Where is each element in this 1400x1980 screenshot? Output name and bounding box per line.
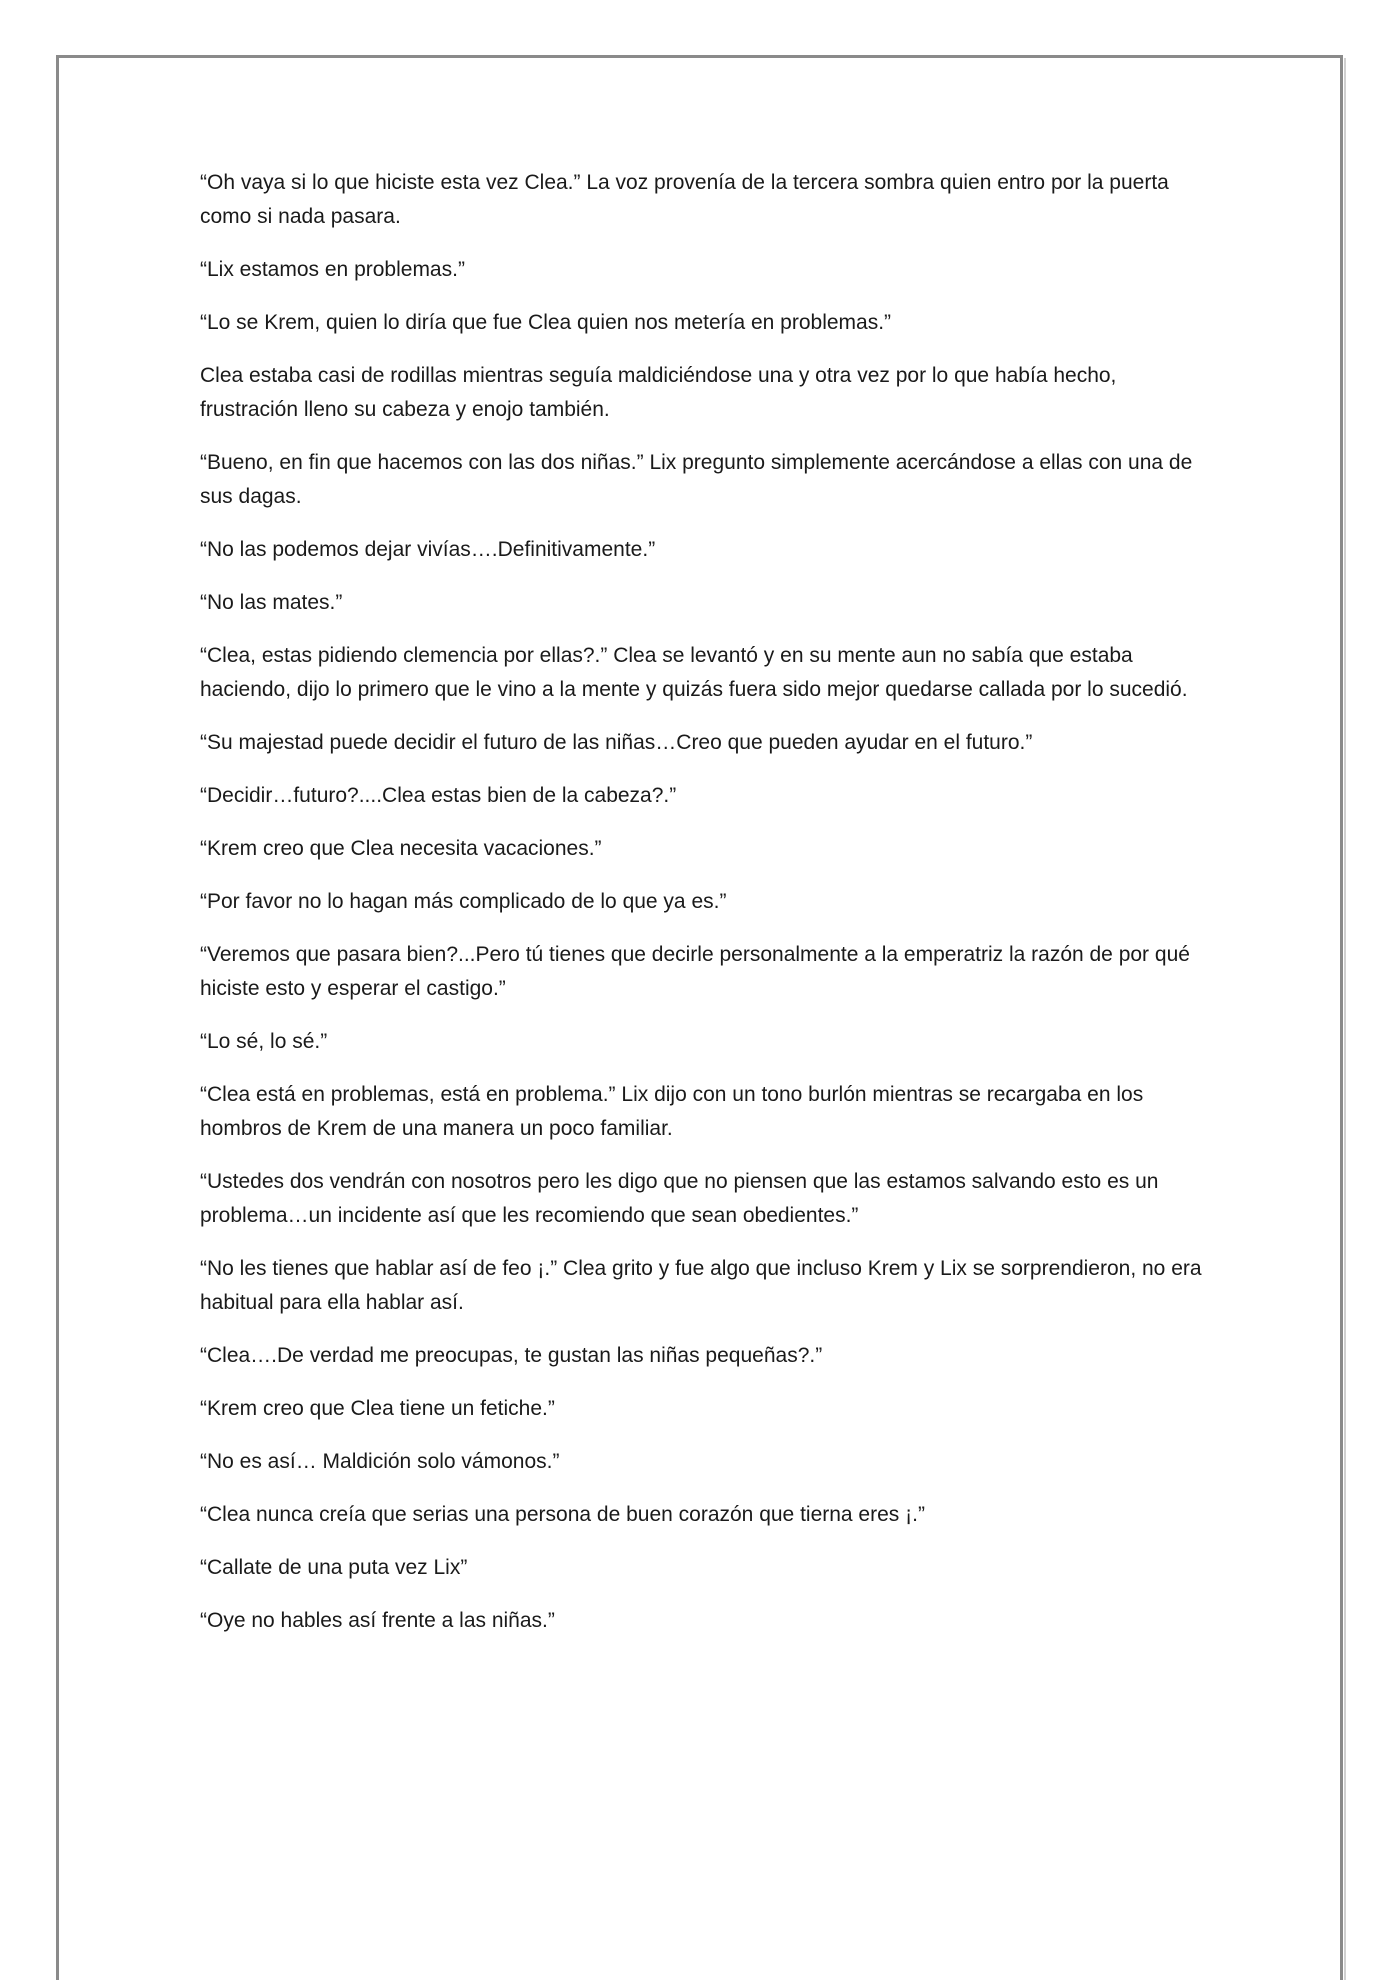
paragraph: “Veremos que pasara bien?...Pero tú tienes que decirle personalmente a la emperatriz la razón de por qué hiciste esto y esperar el castigo.” [200, 943, 1190, 1000]
paragraph: “No les tienes que hablar así de feo ¡.” Clea grito y fue algo que incluso Krem y Lix se sorprendieron, no era habitual para ella hablar así. [200, 1257, 1202, 1314]
paragraph: “Clea, estas pidiendo clemencia por ellas?.” Clea se levantó y en su mente aun no sabía que estaba haciendo, dijo lo primero que le vino a la mente y quizás fuera sido mejor quedarse callada por lo sucedió. [200, 644, 1188, 701]
paragraph: “Clea nunca creía que serias una persona de buen corazón que tierna eres ¡.” [200, 1503, 925, 1526]
paragraph: “Bueno, en fin que hacemos con las dos niñas.” Lix pregunto simplemente acercándose a ellas con una de sus dagas. [200, 451, 1193, 508]
document-body [200, 166, 1205, 1657]
paragraph: “Krem creo que Clea tiene un fetiche.” [200, 1397, 555, 1420]
paragraph: “Oh vaya si lo que hiciste esta vez Clea.” La voz provenía de la tercera sombra quien entro por la puerta como si nada pasara. [200, 171, 1169, 228]
paragraph: “Clea está en problemas, está en problema.” Lix dijo con un tono burlón mientras se recargaba en los hombros de Krem de una manera un poco familiar. [200, 1083, 1144, 1140]
paragraph: “Lix estamos en problemas.” [200, 258, 465, 281]
paragraph: “Lo se Krem, quien lo diría que fue Clea quien nos metería en problemas.” [200, 311, 892, 334]
paragraph: Clea estaba casi de rodillas mientras seguía maldiciéndose una y otra vez por lo que había hecho, frustración lleno su cabeza y enojo también. [200, 364, 1117, 421]
paragraph: “Oye no hables así frente a las niñas.” [200, 1609, 555, 1632]
paragraph: “Ustedes dos vendrán con nosotros pero les digo que no piensen que las estamos salvando esto es un problema…un incidente así que les recomiendo que sean obedientes.” [200, 1170, 1159, 1227]
paragraph: “Decidir…futuro?....Clea estas bien de la cabeza?.” [200, 784, 677, 807]
paragraph: “Su majestad puede decidir el futuro de las niñas…Creo que pueden ayudar en el futuro.” [200, 731, 1033, 754]
paragraph: “No las podemos dejar vivías….Definitivamente.” [200, 538, 656, 561]
paragraph: “Por favor no lo hagan más complicado de lo que ya es.” [200, 890, 727, 913]
paragraph: “Callate de una puta vez Lix” [200, 1556, 468, 1579]
paragraph: “Clea….De verdad me preocupas, te gustan las niñas pequeñas?.” [200, 1344, 823, 1367]
paragraph: “No las mates.” [200, 591, 343, 614]
paragraph: “No es así… Maldición solo vámonos.” [200, 1450, 560, 1473]
paragraph: “Lo sé, lo sé.” [200, 1030, 328, 1053]
paragraph: “Krem creo que Clea necesita vacaciones.” [200, 837, 602, 860]
